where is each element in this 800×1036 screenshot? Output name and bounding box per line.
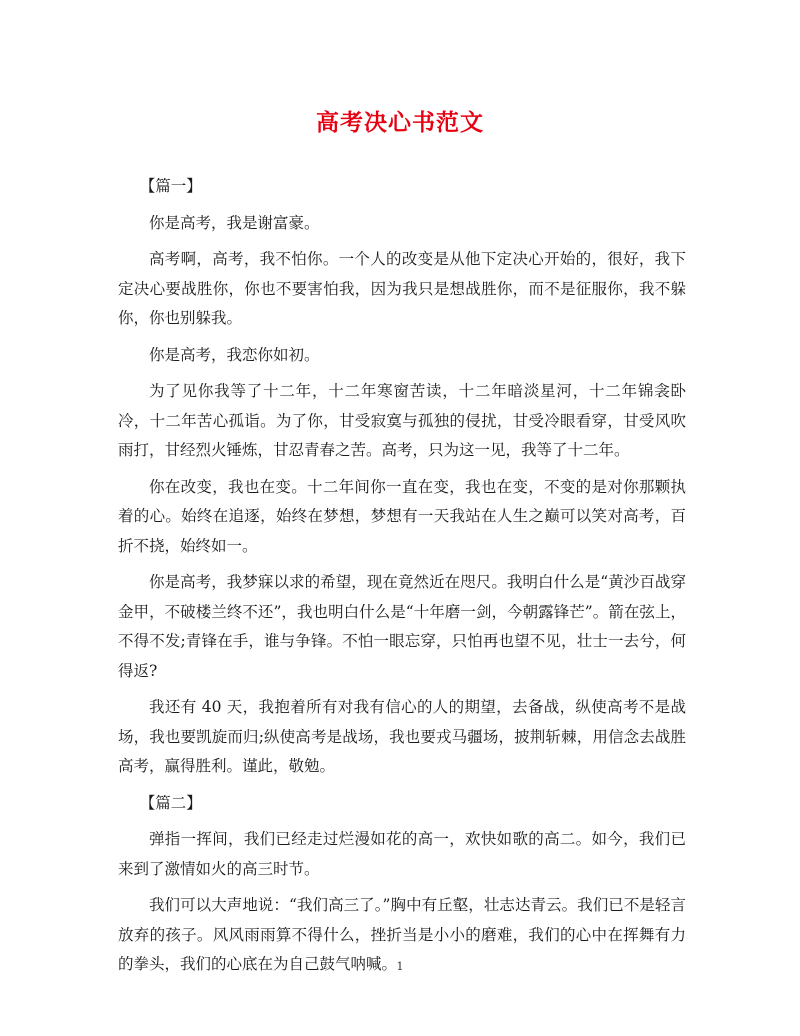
paragraph: 你是高考，我是谢富豪。 bbox=[149, 213, 320, 232]
document-body bbox=[118, 172, 686, 987]
paragraph: 我还有 40 天，我抱着所有对我有信心的人的期望，去备战，纵使高考不是战场，我也要凯旋而归;纵使高考是战场，我也要戎马疆场，披荆斩棘，用信念去战胜高考，赢得胜利。谨此，敬勉。 bbox=[118, 698, 686, 775]
paragraph: 为了见你我等了十二年，十二年寒窗苦读，十二年暗淡星河，十二年锦衾卧冷，十二年苦心孤诣。为了你，甘受寂寞与孤独的侵扰，甘受冷眼看穿，甘受风吹雨打，甘经烈火锤炼，甘忍青春之苦。高考，只为这一见，我等了十二年。 bbox=[118, 382, 686, 459]
page-number: 1 bbox=[396, 960, 404, 973]
paragraph: 你是高考，我梦寐以求的希望，现在竟然近在咫尺。我明白什么是“黄沙百战穿金甲，不破楼兰终不还”，我也明白什么是“十年磨一剑，今朝露锋芒”。箭在弦上，不得不发;青锋在手，谁与争锋。不怕一眼忘穿，只怕再也望不见，壮士一去兮，何得返? bbox=[118, 573, 686, 680]
paragraph: 你在改变，我也在变。十二年间你一直在变，我也在变，不变的是对你那颗执着的心。始终在追逐，始终在梦想，梦想有一天我站在人生之巅可以笑对高考，百折不挠，始终如一。 bbox=[118, 477, 686, 555]
paragraph: 高考啊，高考，我不怕你。一个人的改变是从他下定决心开始的，很好，我下定决心要战胜你，你也不要害怕我，因为我只是想战胜你，而不是征服你，我不躲你，你也别躲我。 bbox=[118, 250, 686, 327]
section-heading-1: 【篇一】 bbox=[139, 177, 202, 195]
document-title: 高考决心书范文 bbox=[316, 109, 484, 136]
paragraph: 你是高考，我恋你如初。 bbox=[149, 345, 320, 364]
section-heading-2: 【篇二】 bbox=[139, 793, 202, 812]
paragraph: 弹指一挥间，我们已经走过烂漫如花的高一，欢快如歌的高二。如今，我们已来到了激情如火的高三时节。 bbox=[118, 830, 686, 878]
paragraph: 我们可以大声地说：“我们高三了。”胸中有丘壑，壮志达青云。我们已不是轻言放弃的孩子。风风雨雨算不得什么，挫折当是小小的磨难，我们的心中在挥舞有力的拳头，我们的心底在为自己鼓气呐喊。 bbox=[118, 896, 686, 973]
